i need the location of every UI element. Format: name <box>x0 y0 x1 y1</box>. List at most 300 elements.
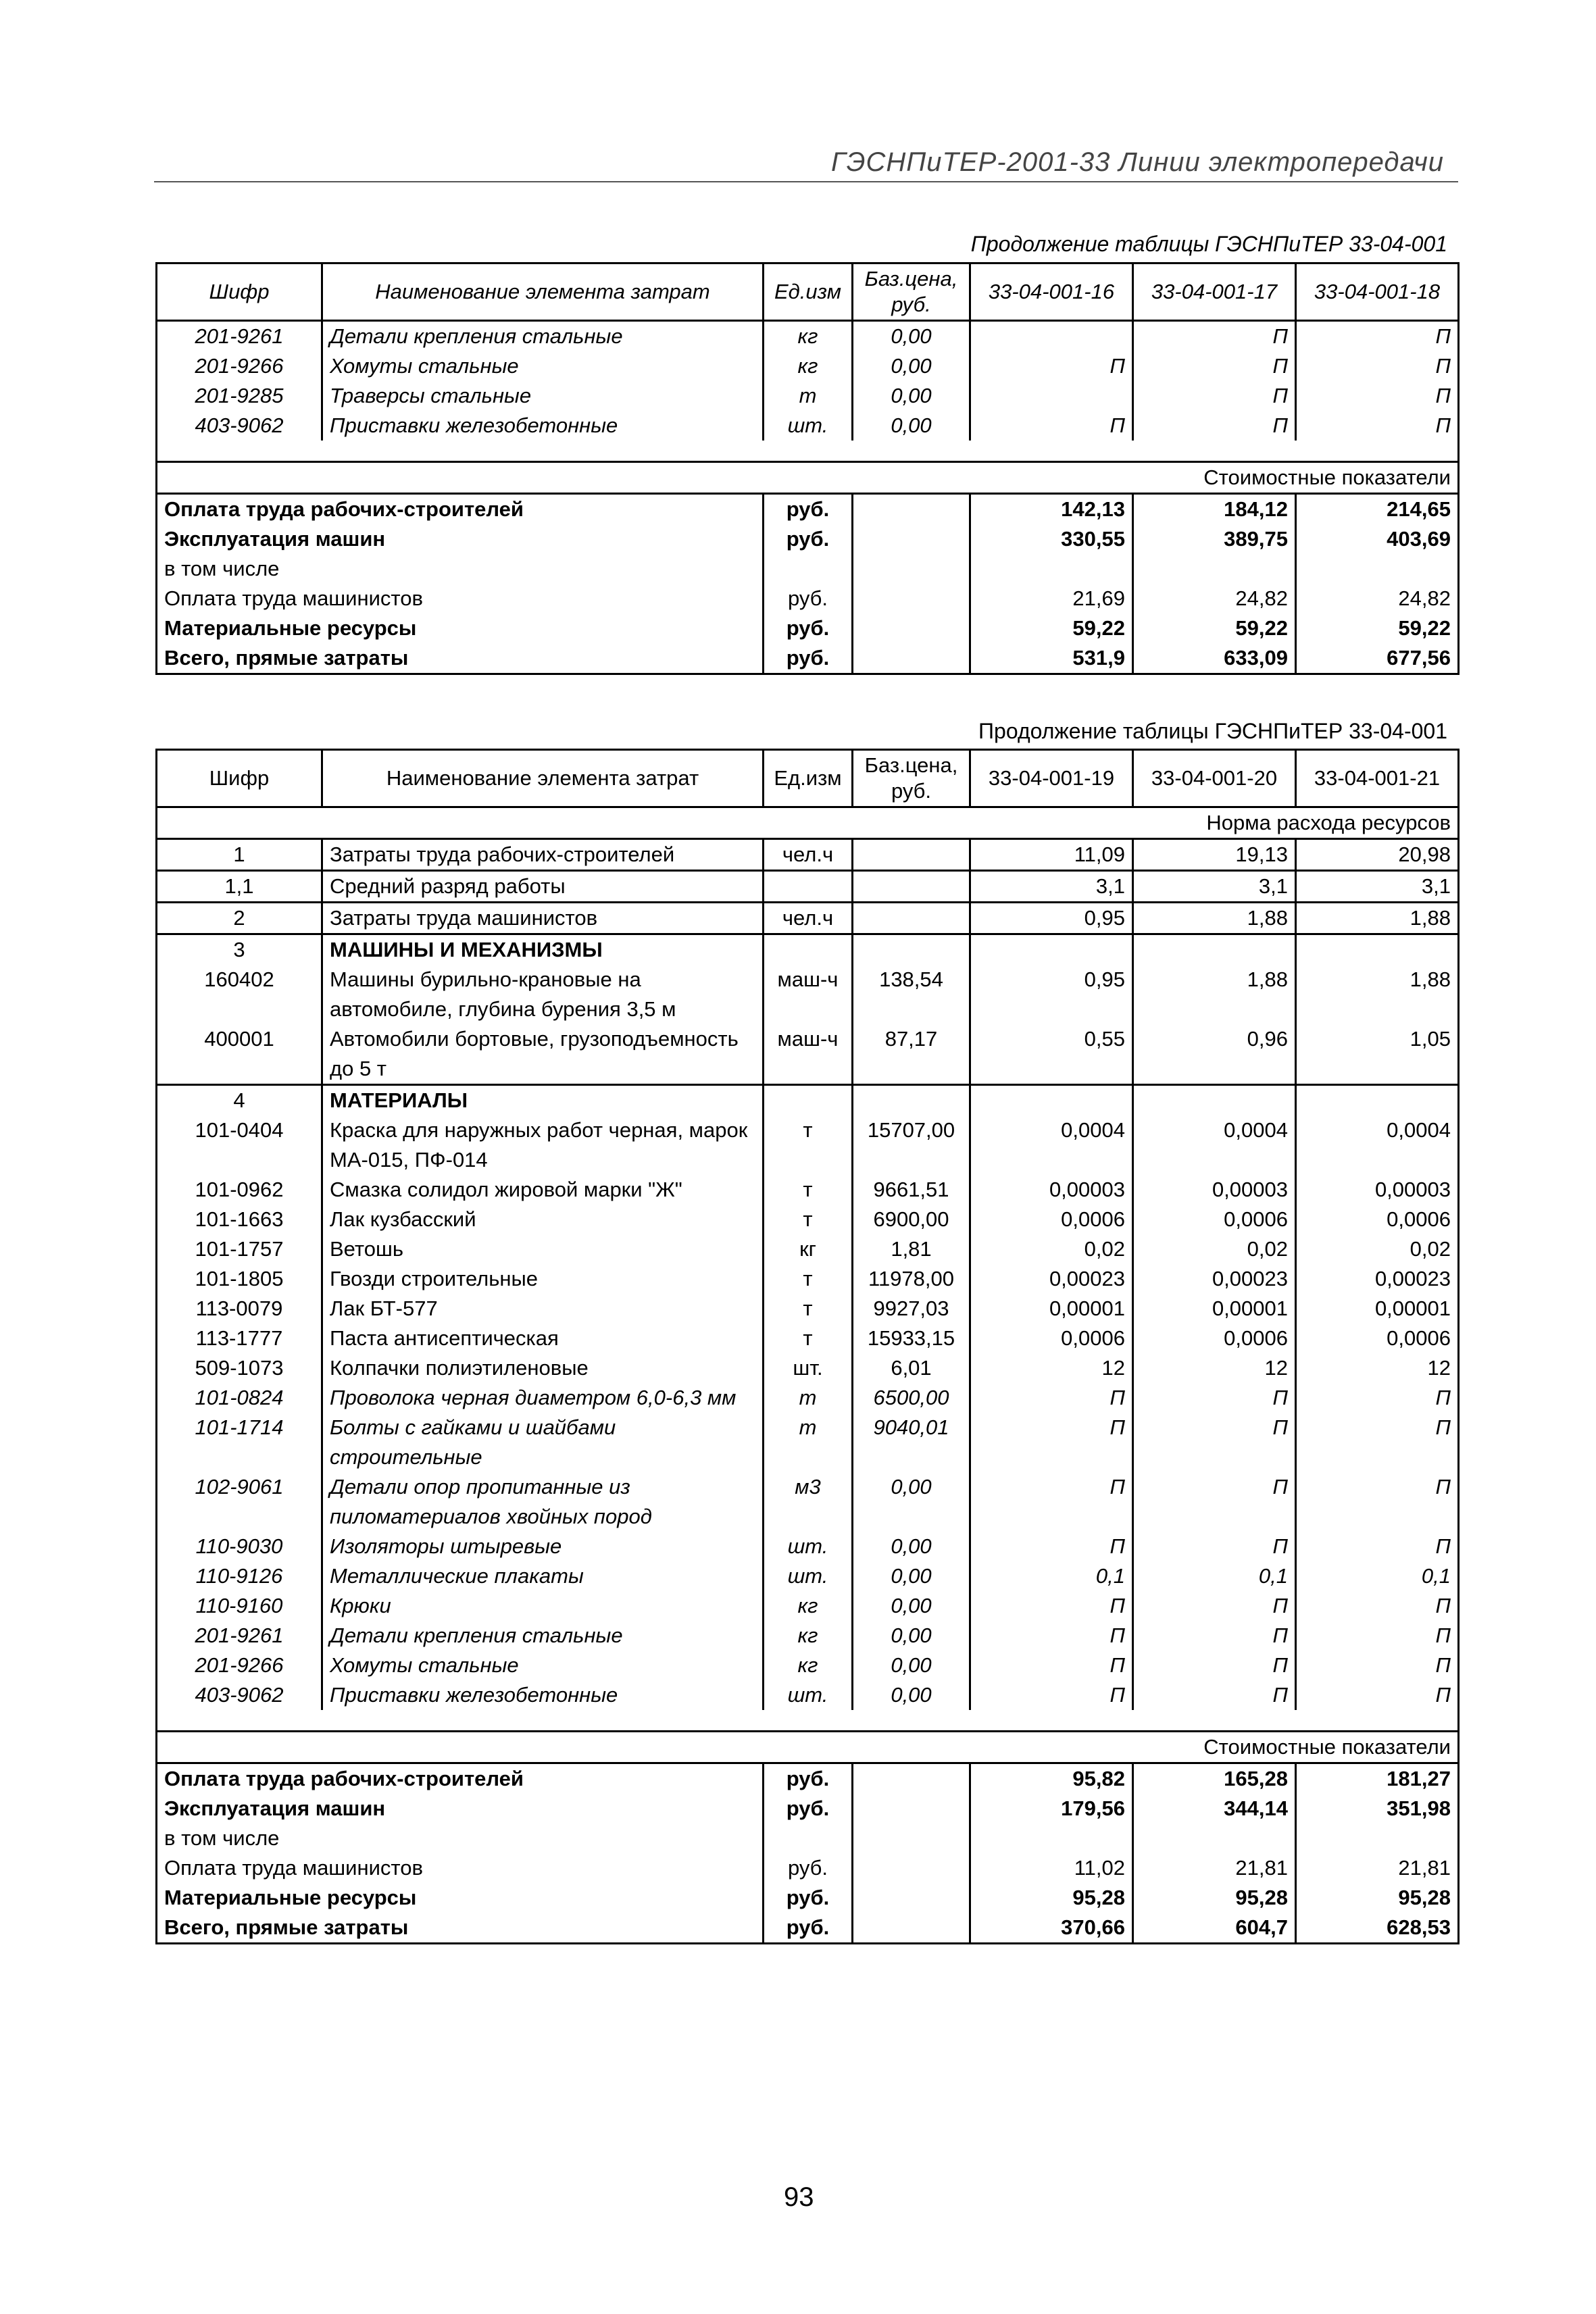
cost-cell: 403,69 <box>1296 524 1459 554</box>
cost-cell: 389,75 <box>1133 524 1296 554</box>
table-cell <box>853 839 970 871</box>
table-cell: 101-0962 <box>157 1175 322 1205</box>
cost-cell: 95,28 <box>970 1883 1133 1913</box>
resource-table-1 <box>155 262 1460 675</box>
cost-cell: 330,55 <box>970 524 1133 554</box>
cost-row <box>157 1913 1459 1944</box>
empty-cell <box>764 1085 853 1116</box>
table-cell: 0,0006 <box>1296 1205 1459 1234</box>
cost-cell <box>1296 554 1459 584</box>
table-cell: 11,09 <box>970 839 1133 871</box>
cost-cell <box>1296 1823 1459 1853</box>
cost-label: Материальные ресурсы <box>157 613 764 643</box>
group-title: МАШИНЫ И МЕХАНИЗМЫ <box>322 934 764 965</box>
cost-cell: 214,65 <box>1296 494 1459 525</box>
table-row <box>157 1472 1459 1532</box>
table-cell: 0,00023 <box>1296 1264 1459 1294</box>
running-header: ГЭСНПиТЕР-2001-33 Линии электропередачи <box>831 147 1445 177</box>
table-cell: 1,88 <box>1296 965 1459 1024</box>
table-cell: П <box>1296 1621 1459 1651</box>
section-row <box>157 462 1459 494</box>
table-cell: 201-9261 <box>157 321 322 352</box>
table-cell: Детали крепления стальные <box>322 1621 764 1651</box>
cost-row <box>157 1763 1459 1794</box>
table-cell: Затраты труда машинистов <box>322 903 764 934</box>
cost-cell: 179,56 <box>970 1794 1133 1823</box>
table-cell: Болты с гайками и шайбами строительные <box>322 1413 764 1472</box>
table-cell: 0,1 <box>970 1561 1133 1591</box>
empty-cell <box>764 934 853 965</box>
table-row <box>157 1561 1459 1591</box>
table-cell: 0,02 <box>1133 1234 1296 1264</box>
section-row <box>157 807 1459 839</box>
table-cell: 15707,00 <box>853 1115 970 1175</box>
section-label: Стоимостные показатели <box>157 462 1459 494</box>
table-cell: 9661,51 <box>853 1175 970 1205</box>
table-cell: П <box>970 1383 1133 1413</box>
cost-row <box>157 494 1459 525</box>
table-cell: П <box>1133 321 1296 352</box>
table-cell: 0,00 <box>853 321 970 352</box>
table-cell: кг <box>764 1651 853 1680</box>
empty-cell <box>1296 934 1459 965</box>
cost-cell <box>970 554 1133 584</box>
table-cell: Лак БТ-577 <box>322 1294 764 1324</box>
table-cell: шт. <box>764 1680 853 1710</box>
table-cell: Изоляторы штыревые <box>322 1532 764 1561</box>
table-cell: П <box>970 1472 1133 1532</box>
table-cell: П <box>1296 381 1459 411</box>
column-header: Шифр <box>157 750 322 807</box>
table-cell <box>853 871 970 903</box>
table-cell: 0,00 <box>853 1591 970 1621</box>
table-cell: Краска для наружных работ черная, марок МА-015, ПФ-014 <box>322 1115 764 1175</box>
empty-cell <box>1133 1085 1296 1116</box>
cost-cell: руб. <box>764 494 853 525</box>
table-cell: 0,00023 <box>1133 1264 1296 1294</box>
table-cell: 1,1 <box>157 871 322 903</box>
cost-label: Оплата труда машинистов <box>157 584 764 613</box>
table-cell: м3 <box>764 1472 853 1532</box>
table-cell: 0,0006 <box>970 1205 1133 1234</box>
table-cell: шт. <box>764 411 853 441</box>
table-cell: 3,1 <box>1133 871 1296 903</box>
table-cell: 101-0404 <box>157 1115 322 1175</box>
table-cell <box>764 871 853 903</box>
cost-cell: руб. <box>764 1883 853 1913</box>
table-row <box>157 1621 1459 1651</box>
table-cell: 1 <box>157 839 322 871</box>
column-header: 33-04-001-21 <box>1296 750 1459 807</box>
cost-label: в том числе <box>157 554 764 584</box>
table-cell: кг <box>764 1234 853 1264</box>
table-cell: шт. <box>764 1532 853 1561</box>
table-cell: 0,0006 <box>1133 1205 1296 1234</box>
table-row <box>157 1413 1459 1472</box>
table-cell: 2 <box>157 903 322 934</box>
table-cell: Хомуты стальные <box>322 351 764 381</box>
table-row <box>157 1294 1459 1324</box>
table-row <box>157 1353 1459 1383</box>
table-cell: 403-9062 <box>157 411 322 441</box>
column-header: Наименование элемента затрат <box>322 750 764 807</box>
table-cell: П <box>1133 1651 1296 1680</box>
cost-label: Оплата труда машинистов <box>157 1853 764 1883</box>
table-cell: 0,00023 <box>970 1264 1133 1294</box>
table-cell: П <box>1296 321 1459 352</box>
empty-cell <box>970 934 1133 965</box>
table-cell: Машины бурильно-крановые на автомобиле, глубина бурения 3,5 м <box>322 965 764 1024</box>
table-cell: 0,00 <box>853 1651 970 1680</box>
table-cell: П <box>1296 1651 1459 1680</box>
table-cell: 101-1714 <box>157 1413 322 1472</box>
table-cell: П <box>1296 411 1459 441</box>
cost-cell <box>853 643 970 674</box>
cost-cell <box>1133 1823 1296 1853</box>
table-cell: 113-0079 <box>157 1294 322 1324</box>
section-label: Норма расхода ресурсов <box>157 807 1459 839</box>
table-cell: 0,00 <box>853 1561 970 1591</box>
table-cell: 0,00 <box>853 1680 970 1710</box>
cost-cell: руб. <box>764 643 853 674</box>
cost-cell: руб. <box>764 1913 853 1944</box>
empty-cell <box>853 934 970 965</box>
cost-cell: 95,82 <box>970 1763 1133 1794</box>
cost-row <box>157 1883 1459 1913</box>
column-header: 33-04-001-16 <box>970 263 1133 321</box>
table-cell: 102-9061 <box>157 1472 322 1532</box>
table-cell: 160402 <box>157 965 322 1024</box>
group-code: 3 <box>157 934 322 965</box>
cost-cell: 184,12 <box>1133 494 1296 525</box>
empty-cell <box>853 1085 970 1116</box>
cost-cell: 633,09 <box>1133 643 1296 674</box>
table-cell: 3,1 <box>970 871 1133 903</box>
table-cell: 0,00 <box>853 351 970 381</box>
table-cell: кг <box>764 351 853 381</box>
table-cell: маш-ч <box>764 1024 853 1085</box>
spacer-row <box>157 1710 1459 1732</box>
cost-cell <box>853 524 970 554</box>
table-cell: Проволока черная диаметром 6,0-6,3 мм <box>322 1383 764 1413</box>
cost-cell <box>764 554 853 584</box>
section-row <box>157 1732 1459 1763</box>
table-cell: 201-9285 <box>157 381 322 411</box>
table-cell: 6,01 <box>853 1353 970 1383</box>
table-cell: 0,00 <box>853 1532 970 1561</box>
table-cell: 0,00003 <box>970 1175 1133 1205</box>
table-cell: 0,00 <box>853 411 970 441</box>
table-cell: П <box>970 1651 1133 1680</box>
table-cell: 101-1663 <box>157 1205 322 1234</box>
table-cell: Лак кузбасский <box>322 1205 764 1234</box>
table-cell: Детали крепления стальные <box>322 321 764 352</box>
table-cell: т <box>764 381 853 411</box>
table-cell: Детали опор пропитанные из пиломатериалов хвойных пород <box>322 1472 764 1532</box>
cost-row <box>157 584 1459 613</box>
table-header-row <box>157 750 1459 807</box>
table-row <box>157 381 1459 411</box>
table-cell: 1,81 <box>853 1234 970 1264</box>
table-cell: П <box>970 1591 1133 1621</box>
column-header: Ед.изм <box>764 263 853 321</box>
cost-row <box>157 524 1459 554</box>
cost-cell: 95,28 <box>1133 1883 1296 1913</box>
table-cell: 0,00003 <box>1133 1175 1296 1205</box>
table-cell: 1,88 <box>1133 965 1296 1024</box>
table-cell: П <box>1133 1591 1296 1621</box>
cost-cell <box>853 613 970 643</box>
table-cell: 0,00001 <box>1133 1294 1296 1324</box>
table-cell: 12 <box>1296 1353 1459 1383</box>
table-cell: 11978,00 <box>853 1264 970 1294</box>
table-cell: 0,96 <box>1133 1024 1296 1085</box>
table-cell: 0,0006 <box>1296 1324 1459 1353</box>
cost-cell: 142,13 <box>970 494 1133 525</box>
cost-cell <box>853 1823 970 1853</box>
cost-cell <box>853 584 970 613</box>
table-cell: 0,0006 <box>1133 1324 1296 1353</box>
column-header: 33-04-001-18 <box>1296 263 1459 321</box>
table-cell: П <box>1133 411 1296 441</box>
spacer-cell <box>157 441 1459 462</box>
cost-cell: 21,81 <box>1296 1853 1459 1883</box>
cost-cell: руб. <box>764 1794 853 1823</box>
column-header: Наименование элемента затрат <box>322 263 764 321</box>
table-cell: чел.ч <box>764 839 853 871</box>
table-cell: Средний разряд работы <box>322 871 764 903</box>
table-cell: П <box>1133 1621 1296 1651</box>
table-cell: П <box>970 1680 1133 1710</box>
table-cell: 0,00 <box>853 1472 970 1532</box>
table-cell: 0,02 <box>1296 1234 1459 1264</box>
table-cell: 0,00003 <box>1296 1175 1459 1205</box>
table-cell: 0,00 <box>853 1621 970 1651</box>
table-cell: Гвозди строительные <box>322 1264 764 1294</box>
cost-cell: 165,28 <box>1133 1763 1296 1794</box>
table-cell: Приставки железобетонные <box>322 1680 764 1710</box>
spacer-cell <box>157 1710 1459 1732</box>
spacer-row <box>157 441 1459 462</box>
table-cell: 1,88 <box>1296 903 1459 934</box>
cost-cell <box>853 1883 970 1913</box>
table-cell: 0,0004 <box>1133 1115 1296 1175</box>
table-cell: 15933,15 <box>853 1324 970 1353</box>
table-cell: П <box>970 1413 1133 1472</box>
cost-cell: 95,28 <box>1296 1883 1459 1913</box>
header-rule <box>154 181 1458 182</box>
empty-cell <box>1133 934 1296 965</box>
table-cell: 0,1 <box>1133 1561 1296 1591</box>
table-cell: П <box>1133 351 1296 381</box>
table1-caption: Продолжение таблицы ГЭСНПиТЕР 33-04-001 <box>970 232 1447 256</box>
table-cell: 113-1777 <box>157 1324 322 1353</box>
table-cell: шт. <box>764 1353 853 1383</box>
cost-row <box>157 1823 1459 1853</box>
table-cell: 1,05 <box>1296 1024 1459 1085</box>
cost-cell: 21,69 <box>970 584 1133 613</box>
cost-cell: 11,02 <box>970 1853 1133 1883</box>
table-row <box>157 1324 1459 1353</box>
table-row <box>157 871 1459 903</box>
table-row <box>157 1651 1459 1680</box>
table-cell: П <box>1296 1532 1459 1561</box>
cost-cell: 677,56 <box>1296 643 1459 674</box>
cost-cell: руб. <box>764 613 853 643</box>
table-cell: 138,54 <box>853 965 970 1024</box>
cost-cell <box>853 1794 970 1823</box>
cost-cell <box>1133 554 1296 584</box>
table-cell: Паста антисептическая <box>322 1324 764 1353</box>
column-header: 33-04-001-20 <box>1133 750 1296 807</box>
cost-cell: 24,82 <box>1133 584 1296 613</box>
table-cell: 0,0004 <box>970 1115 1133 1175</box>
table-row <box>157 1234 1459 1264</box>
cost-cell <box>853 1763 970 1794</box>
table-cell: Ветошь <box>322 1234 764 1264</box>
table-cell: 101-1757 <box>157 1234 322 1264</box>
table-cell: маш-ч <box>764 965 853 1024</box>
group-row <box>157 934 1459 965</box>
table-header-row <box>157 263 1459 321</box>
table-cell: кг <box>764 1591 853 1621</box>
table-cell: 0,1 <box>1296 1561 1459 1591</box>
table-row <box>157 1264 1459 1294</box>
table-cell: т <box>764 1115 853 1175</box>
table-cell: П <box>1133 1472 1296 1532</box>
cost-label: Оплата труда рабочих-строителей <box>157 494 764 525</box>
section-label: Стоимостные показатели <box>157 1732 1459 1763</box>
table-cell: П <box>1296 1591 1459 1621</box>
table-row <box>157 1205 1459 1234</box>
table-cell: 0,0006 <box>970 1324 1133 1353</box>
table-row <box>157 321 1459 352</box>
cost-label: Материальные ресурсы <box>157 1883 764 1913</box>
table-cell: 9927,03 <box>853 1294 970 1324</box>
group-title: МАТЕРИАЛЫ <box>322 1085 764 1116</box>
table-cell <box>970 321 1133 352</box>
table-cell: 0,95 <box>970 965 1133 1024</box>
table-cell: 110-9126 <box>157 1561 322 1591</box>
cost-cell <box>853 494 970 525</box>
cost-cell: 59,22 <box>1296 613 1459 643</box>
table-cell: П <box>970 411 1133 441</box>
cost-row <box>157 643 1459 674</box>
table-row <box>157 1680 1459 1710</box>
cost-cell: 21,81 <box>1133 1853 1296 1883</box>
table-cell: 110-9030 <box>157 1532 322 1561</box>
table-row <box>157 903 1459 934</box>
table-cell: 101-1805 <box>157 1264 322 1294</box>
table2-caption: Продолжение таблицы ГЭСНПиТЕР 33-04-001 <box>978 719 1447 743</box>
table-cell: 20,98 <box>1296 839 1459 871</box>
table-row <box>157 411 1459 441</box>
table-cell: т <box>764 1383 853 1413</box>
table-cell: 0,95 <box>970 903 1133 934</box>
table-cell: 509-1073 <box>157 1353 322 1383</box>
cost-label: Эксплуатация машин <box>157 1794 764 1823</box>
table-cell: П <box>1296 351 1459 381</box>
table-cell: 201-9266 <box>157 351 322 381</box>
table-cell: 6500,00 <box>853 1383 970 1413</box>
table-cell: 87,17 <box>853 1024 970 1085</box>
cost-row <box>157 613 1459 643</box>
column-header: Баз.цена, руб. <box>853 750 970 807</box>
table-cell: т <box>764 1294 853 1324</box>
table-row <box>157 1532 1459 1561</box>
cost-cell: руб. <box>764 524 853 554</box>
cost-cell: руб. <box>764 584 853 613</box>
empty-cell <box>1296 1085 1459 1116</box>
cost-row <box>157 1794 1459 1823</box>
table-cell: шт. <box>764 1561 853 1591</box>
table-row <box>157 839 1459 871</box>
resource-table-2 <box>155 749 1460 1944</box>
cost-row <box>157 554 1459 584</box>
table-cell: П <box>1133 1532 1296 1561</box>
table-cell: П <box>1296 1472 1459 1532</box>
table-cell: кг <box>764 1621 853 1651</box>
table-cell: 12 <box>970 1353 1133 1383</box>
table-cell: т <box>764 1413 853 1472</box>
table-cell: 403-9062 <box>157 1680 322 1710</box>
table-cell: П <box>1133 1413 1296 1472</box>
table-cell: П <box>1133 1383 1296 1413</box>
cost-label: Оплата труда рабочих-строителей <box>157 1763 764 1794</box>
table-cell: 3,1 <box>1296 871 1459 903</box>
cost-cell: 59,22 <box>970 613 1133 643</box>
table-cell: 201-9266 <box>157 1651 322 1680</box>
table-cell: т <box>764 1264 853 1294</box>
cost-cell <box>853 554 970 584</box>
table-row <box>157 1383 1459 1413</box>
table-cell: 0,02 <box>970 1234 1133 1264</box>
cost-cell <box>853 1913 970 1944</box>
table-cell: 9040,01 <box>853 1413 970 1472</box>
table-row <box>157 1115 1459 1175</box>
column-header: 33-04-001-17 <box>1133 263 1296 321</box>
cost-cell <box>853 1853 970 1883</box>
table-cell: П <box>970 351 1133 381</box>
cost-row <box>157 1853 1459 1883</box>
table-row <box>157 1175 1459 1205</box>
cost-cell <box>970 1823 1133 1853</box>
table-cell: Металлические плакаты <box>322 1561 764 1591</box>
group-code: 4 <box>157 1085 322 1116</box>
table-cell: т <box>764 1175 853 1205</box>
table-cell: 110-9160 <box>157 1591 322 1621</box>
table-cell: 12 <box>1133 1353 1296 1383</box>
table-cell: П <box>970 1532 1133 1561</box>
table-cell: П <box>1296 1680 1459 1710</box>
table-cell: 201-9261 <box>157 1621 322 1651</box>
column-header: Баз.цена, руб. <box>853 263 970 321</box>
table-row <box>157 1591 1459 1621</box>
cost-label: Эксплуатация машин <box>157 524 764 554</box>
cost-cell: 351,98 <box>1296 1794 1459 1823</box>
cost-cell: 181,27 <box>1296 1763 1459 1794</box>
cost-label: в том числе <box>157 1823 764 1853</box>
table-cell: 400001 <box>157 1024 322 1085</box>
cost-label: Всего, прямые затраты <box>157 643 764 674</box>
cost-cell: 604,7 <box>1133 1913 1296 1944</box>
table-cell: Колпачки полиэтиленовые <box>322 1353 764 1383</box>
table-cell <box>970 381 1133 411</box>
table-row <box>157 351 1459 381</box>
cost-cell: 628,53 <box>1296 1913 1459 1944</box>
table-cell: П <box>970 1621 1133 1651</box>
table-cell: П <box>1296 1413 1459 1472</box>
